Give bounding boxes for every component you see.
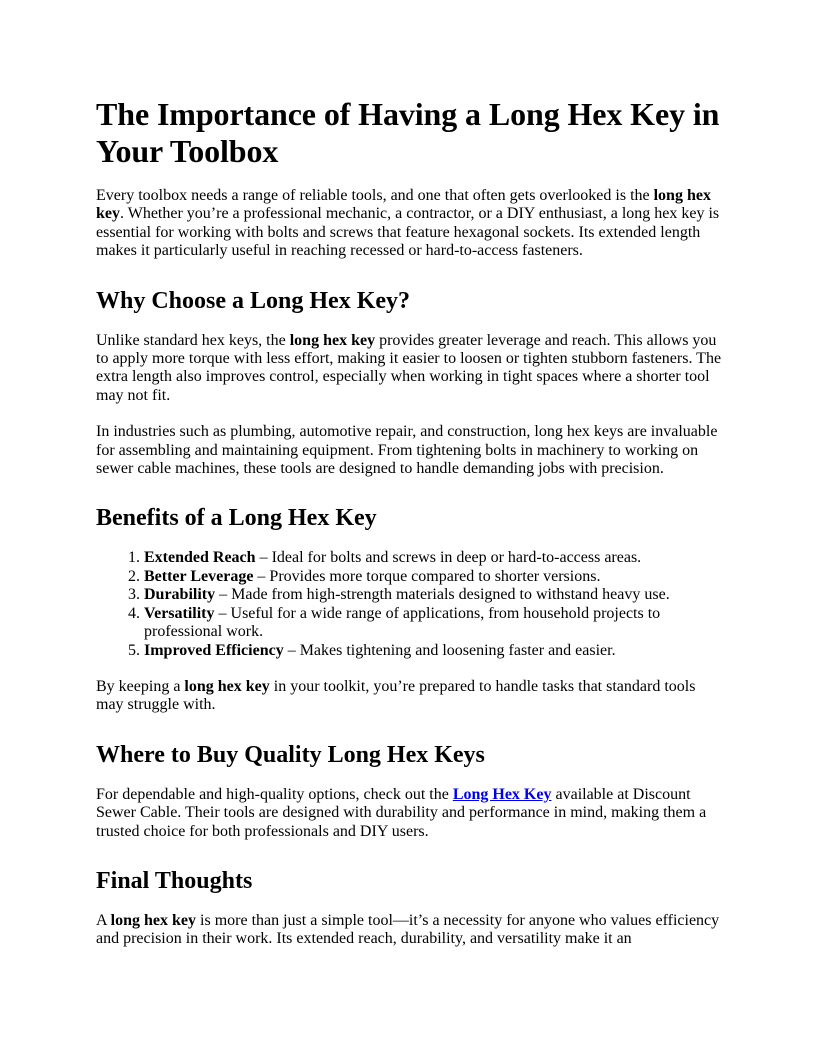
- list-item: [144, 586, 722, 604]
- list-item-desc: – Ideal for bolts and screws in deep or hard-to-access areas.: [255, 549, 642, 567]
- list-item-desc: – Makes tightening and loosening faster and easier.: [283, 641, 616, 659]
- benefits-heading: Benefits of a Long Hex Key: [96, 505, 377, 532]
- list-item-term: Versatility: [144, 604, 215, 622]
- why-heading: Why Choose a Long Hex Key?: [96, 287, 411, 314]
- list-item: [144, 549, 722, 567]
- list-item: [144, 605, 722, 642]
- long-hex-key-link[interactable]: Long Hex Key: [452, 785, 552, 803]
- intro-text-1: Every toolbox needs a range of reliable tools, and one that often gets overlooked is the: [96, 187, 654, 204]
- benefits-closing-paragraph: [96, 678, 722, 715]
- list-item-desc: – Made from high-strength materials designed to withstand heavy use.: [215, 586, 670, 604]
- where-paragraph: [96, 786, 722, 841]
- intro-paragraph: [96, 187, 722, 261]
- list-item-term: Improved Efficiency: [144, 641, 284, 659]
- benefits-list: [96, 549, 722, 659]
- closing-bold-term: long hex key: [184, 677, 270, 695]
- list-item-desc: – Provides more torque compared to shorter versions.: [253, 567, 601, 585]
- final-heading: Final Thoughts: [96, 867, 253, 894]
- list-item-term: Durability: [144, 586, 216, 604]
- list-item-term: Extended Reach: [144, 549, 256, 567]
- closing-text-1: By keeping a: [96, 677, 185, 695]
- list-item-desc: – Useful for a wide range of applications, from household projects to professional work.: [144, 604, 661, 641]
- final-paragraph: [96, 912, 722, 949]
- page-title: The Importance of Having a Long Hex Key in Your Toolbox: [96, 96, 720, 169]
- where-text-1: For dependable and high-quality options, check out the: [96, 785, 453, 803]
- where-heading: Where to Buy Quality Long Hex Keys: [96, 741, 485, 768]
- intro-text-2: . Whether you’re a professional mechanic, a contractor, or a DIY enthusiast, a long hex key is essential for working with bolts and screws that feature hexagonal sockets. Its extended length makes it particularly useful in reaching recessed or hard-to-access fasteners.: [96, 205, 720, 260]
- final-text-2: is more than just a simple tool—it’s a necessity for anyone who values efficiency and precision in their work. Its extended reach, durability, and versatility make it an: [96, 911, 720, 948]
- why-text-2: provides greater leverage and reach. This allows you to apply more torque with less effort, making it easier to loosen or tighten stubborn fasteners. The extra length also improves control, especially when working in tight spaces where a shorter tool may not fit.: [96, 331, 722, 404]
- final-text-1: A: [96, 911, 111, 929]
- why-text-1: Unlike standard hex keys, the: [96, 331, 290, 349]
- why-paragraph-2: In industries such as plumbing, automotive repair, and construction, long hex keys are invaluable for assembling and maintaining equipment. From tightening bolts in machinery to working on sewer cable machines, these tools are designed to handle demanding jobs with precision.: [96, 423, 718, 478]
- document-page: [96, 96, 722, 967]
- why-paragraph-1: [96, 332, 722, 406]
- list-item: [144, 642, 722, 660]
- where-text-2: available at Discount Sewer Cable. Their tools are designed with durability and performance in mind, making them a trusted choice for both professionals and DIY users.: [96, 785, 707, 840]
- list-item-term: Better Leverage: [144, 567, 254, 585]
- why-bold-term: long hex key: [289, 331, 376, 349]
- intro-bold-term: long hex key: [96, 187, 711, 223]
- closing-text-2: in your toolkit, you’re prepared to handle tasks that standard tools may struggle with.: [96, 677, 696, 714]
- final-bold-term: long hex key: [110, 911, 197, 929]
- list-item: [144, 568, 722, 586]
